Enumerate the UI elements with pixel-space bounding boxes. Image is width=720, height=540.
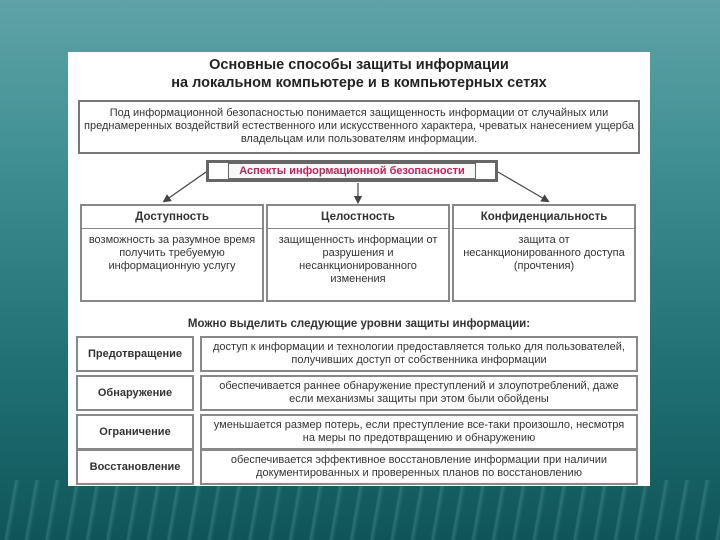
aspect-confidentiality [452,204,636,302]
level-name: Обнаружение [76,375,194,411]
definition-box: Под информационной безопасностью понимается защищенность информации от случайных или преднамеренных воздействий естественного или искусственного характера, чреватых нанесением ущерба владельцам или пользователям информации. [78,100,640,154]
aspect-availability-body: возможность за разумное время получить требуемую информационную услугу [88,234,256,272]
aspect-availability-head: Доступность [82,206,262,229]
level-desc: обеспечивается эффективное восстановление информации при наличии документированных и проверенных планов по восстановлению [200,449,638,485]
aspect-confidentiality-head: Конфиденциальность [454,206,634,229]
background-decoration [0,480,720,540]
level-row-recovery [76,449,638,485]
level-row-prevention [76,336,638,372]
arrow-right [498,172,546,200]
level-desc: доступ к информации и технологии предоставляется только для пользователей, получивших доступ от собственника информации [200,336,638,372]
aspects-label: Аспекты информационной безопасности [228,163,476,179]
aspect-confidentiality-body: защита от несанкционированного доступа (прочтения) [463,234,625,272]
level-desc: уменьшается размер потерь, если преступление все-таки произошло, несмотря на меры по предотвращению и обнаружению [200,414,638,450]
aspect-integrity-body: защищенность информации от разрушения и несанкционированного изменения [278,234,438,285]
title-line-2: на локальном компьютере и в компьютерных сетях [171,75,547,91]
aspect-availability [80,204,264,302]
level-name: Предотвращение [76,336,194,372]
level-name: Ограничение [76,414,194,450]
level-name: Восстановление [76,449,194,485]
aspect-integrity [266,204,450,302]
aspect-integrity-head: Целостность [268,206,448,229]
level-row-detection [76,375,638,411]
levels-title: Можно выделить следующие уровни защиты информации: [187,318,531,330]
diagram-sheet [68,52,650,486]
title-line-1: Основные способы защиты информации [209,57,509,73]
arrow-left [166,172,206,200]
level-desc: обеспечивается раннее обнаружение преступлений и злоупотреблений, даже если механизмы защиты при этом были обойдены [200,375,638,411]
level-row-limitation [76,414,638,450]
